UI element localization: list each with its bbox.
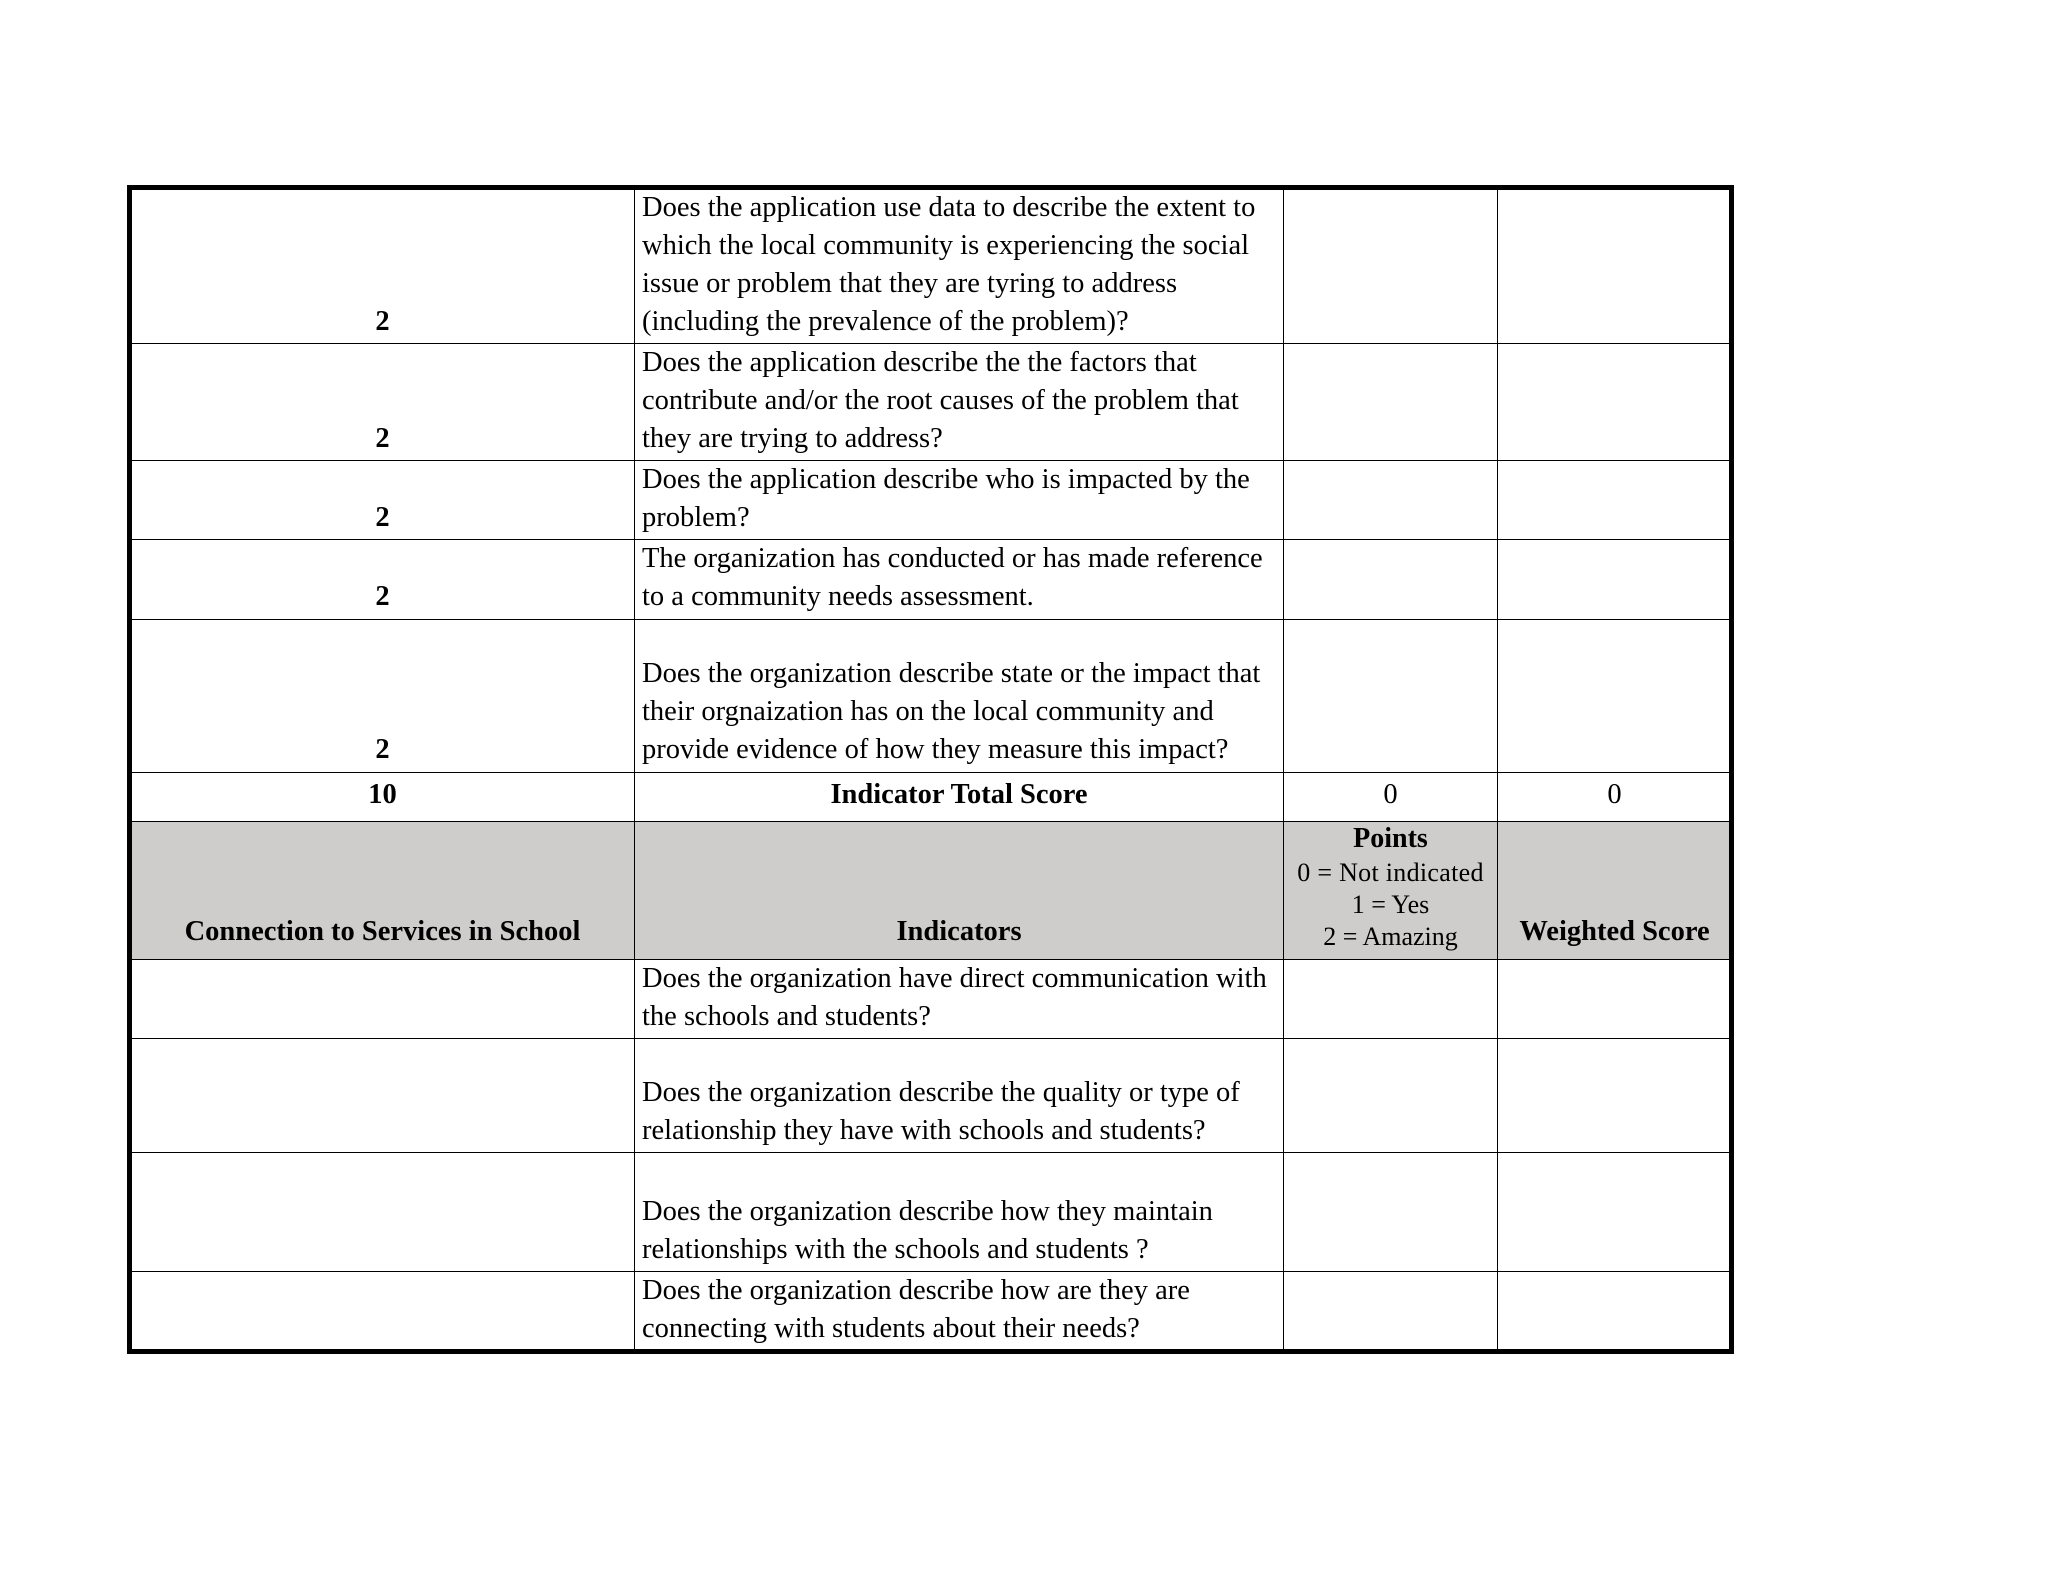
row-weighted-score-cell[interactable] xyxy=(1498,1038,1732,1152)
table-row xyxy=(131,1152,1732,1271)
scoring-rubric-table xyxy=(130,188,1732,1351)
section-category-header: Connection to Services in School xyxy=(131,821,635,959)
table-row xyxy=(131,461,1732,540)
row-weighted-score-cell[interactable] xyxy=(1498,1152,1732,1271)
table-outer-border-top xyxy=(130,185,1731,190)
indicator-total-label: Indicator Total Score xyxy=(635,772,1284,821)
row-weight-cell[interactable] xyxy=(131,1271,635,1350)
row-weighted-score-cell[interactable] xyxy=(1498,540,1732,619)
row-indicator-cell: The organization has conducted or has made reference to a community needs assessment. xyxy=(635,540,1284,619)
row-indicator-cell: Does the application describe who is impacted by the problem? xyxy=(635,461,1284,540)
row-weighted-score-cell[interactable] xyxy=(1498,959,1732,1038)
points-column-header xyxy=(1284,821,1498,959)
row-weight-cell[interactable]: 2 xyxy=(131,461,635,540)
indicator-total-points: 0 xyxy=(1284,772,1498,821)
row-points-cell[interactable] xyxy=(1284,1152,1498,1271)
table-outer-border-right xyxy=(1729,185,1734,1354)
row-points-cell[interactable] xyxy=(1284,1038,1498,1152)
indicator-total-weighted: 0 xyxy=(1498,772,1732,821)
table-row xyxy=(131,344,1732,461)
row-indicator-cell: Does the application describe the the factors that contribute and/or the root causes of the problem that they are trying to address? xyxy=(635,344,1284,461)
table-row xyxy=(131,540,1732,619)
row-indicator-cell: Does the organization describe how they maintain relationships with the schools and students ? xyxy=(635,1152,1284,1271)
table-outer-border-bottom xyxy=(130,1349,1731,1354)
row-weighted-score-cell[interactable] xyxy=(1498,619,1732,772)
rubric-table-container xyxy=(130,188,1731,1351)
row-points-cell[interactable] xyxy=(1284,461,1498,540)
row-weight-cell[interactable]: 2 xyxy=(131,189,635,344)
points-scale-0: 0 = Not indicated xyxy=(1297,858,1484,888)
points-scale-1: 1 = Yes xyxy=(1351,890,1430,920)
table-row xyxy=(131,1038,1732,1152)
row-points-cell[interactable] xyxy=(1284,540,1498,619)
row-weight-cell[interactable]: 2 xyxy=(131,344,635,461)
row-indicator-cell: Does the organization describe the quality or type of relationship they have with schools and students? xyxy=(635,1038,1284,1152)
row-weight-cell[interactable]: 2 xyxy=(131,540,635,619)
row-indicator-cell: Does the organization describe how are they are connecting with students about their needs? xyxy=(635,1271,1284,1350)
indicator-total-weight: 10 xyxy=(131,772,635,821)
row-points-cell[interactable] xyxy=(1284,1271,1498,1350)
row-weighted-score-cell[interactable] xyxy=(1498,461,1732,540)
row-weight-cell[interactable] xyxy=(131,1152,635,1271)
table-row xyxy=(131,959,1732,1038)
indicator-total-row xyxy=(131,772,1732,821)
row-weighted-score-cell[interactable] xyxy=(1498,1271,1732,1350)
row-points-cell[interactable] xyxy=(1284,189,1498,344)
row-indicator-cell: Does the organization have direct communication with the schools and students? xyxy=(635,959,1284,1038)
table-row xyxy=(131,1271,1732,1350)
weighted-score-column-header: Weighted Score xyxy=(1498,821,1732,959)
points-header-title: Points xyxy=(1353,823,1428,855)
row-points-cell[interactable] xyxy=(1284,959,1498,1038)
indicators-column-header: Indicators xyxy=(635,821,1284,959)
table-outer-border-left xyxy=(127,185,132,1354)
row-indicator-cell: Does the organization describe state or the impact that their orgnaization has on the local community and provide evidence of how they measure this impact? xyxy=(635,619,1284,772)
row-points-cell[interactable] xyxy=(1284,344,1498,461)
section-header-row xyxy=(131,821,1732,959)
row-weight-cell[interactable] xyxy=(131,1038,635,1152)
row-points-cell[interactable] xyxy=(1284,619,1498,772)
row-weight-cell[interactable] xyxy=(131,959,635,1038)
row-weight-cell[interactable]: 2 xyxy=(131,619,635,772)
table-row xyxy=(131,189,1732,344)
row-indicator-cell: Does the application use data to describe the extent to which the local community is experiencing the social issue or problem that they are tyring to address (including the prevalence of the problem)? xyxy=(635,189,1284,344)
table-row xyxy=(131,619,1732,772)
row-weighted-score-cell[interactable] xyxy=(1498,344,1732,461)
row-weighted-score-cell[interactable] xyxy=(1498,189,1732,344)
points-scale-2: 2 = Amazing xyxy=(1323,921,1458,951)
